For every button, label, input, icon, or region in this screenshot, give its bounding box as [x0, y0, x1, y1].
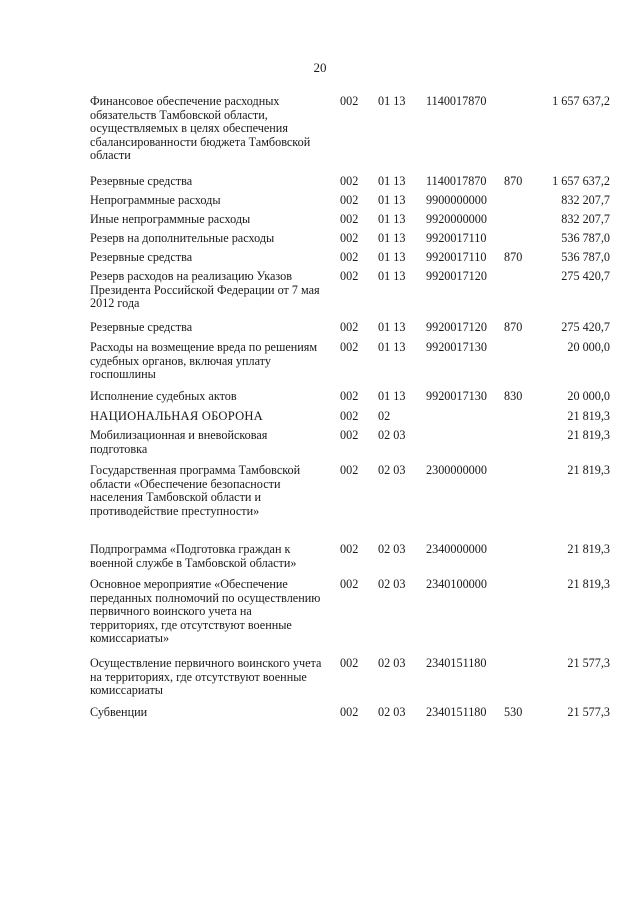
row-ved: 002	[340, 705, 359, 719]
row-amount: 21 819,3	[567, 409, 610, 423]
row-ved: 002	[340, 428, 359, 442]
row-amount: 1 657 637,2	[552, 174, 610, 188]
row-amount: 1 657 637,2	[552, 94, 610, 108]
row-amount: 20 000,0	[567, 340, 610, 354]
row-name: Субвенции	[90, 705, 148, 719]
row-name: Расходы на возмещение вреда по решениям судебных органов, включая уплату госпошлины	[90, 340, 318, 382]
row-csr: 1140017870	[426, 94, 487, 108]
page-number: 20	[313, 60, 327, 75]
row-ved: 002	[340, 269, 359, 283]
table-row	[90, 341, 610, 390]
row-name: Подпрограмма «Подготовка граждан к военной службе в Тамбовской области»	[90, 542, 297, 570]
row-amount: 536 787,0	[561, 231, 610, 245]
table-row	[90, 706, 610, 725]
row-vr	[504, 429, 534, 464]
row-vr: 830	[504, 389, 523, 403]
table-row	[90, 213, 610, 232]
row-rz: 02 03	[378, 577, 406, 591]
row-ved: 002	[340, 193, 359, 207]
row-rz: 02 03	[378, 463, 406, 477]
row-name: Мобилизационная и вневойсковая подготовка	[90, 428, 268, 456]
table-row	[90, 578, 610, 657]
row-name: Осуществление первичного воинского учета на территориях, где отсутствуют военные комиссариаты	[90, 656, 322, 698]
row-rz: 01 13	[378, 174, 406, 188]
row-name: Резервные средства	[90, 250, 193, 264]
row-amount: 20 000,0	[567, 389, 610, 403]
row-name: Резервные средства	[90, 174, 193, 188]
row-csr: 2340100000	[426, 577, 487, 591]
row-name: Финансовое обеспечение расходных обязательств Тамбовской области, осуществляемых в целях обеспечения сбалансированности бюджета Тамбовской области	[90, 94, 311, 163]
row-csr: 2340000000	[426, 542, 487, 556]
row-rz: 01 13	[378, 389, 406, 403]
table-row	[90, 270, 610, 321]
budget-table	[90, 95, 610, 725]
row-csr: 9920017120	[426, 320, 487, 334]
row-amount: 21 819,3	[567, 577, 610, 591]
row-rz: 02 03	[378, 656, 406, 670]
table-row	[90, 95, 610, 175]
row-vr: 870	[504, 250, 523, 264]
table-row	[90, 657, 610, 706]
row-name: НАЦИОНАЛЬНАЯ ОБОРОНА	[90, 409, 263, 423]
row-name: Непрограммные расходы	[90, 193, 221, 207]
row-ved: 002	[340, 320, 359, 334]
row-csr: 9920017120	[426, 269, 487, 283]
row-name: Основное мероприятие «Обеспечение переданных полномочий по осуществлению первичного воинского учета на территориях, где отсутствуют военные комиссариаты»	[90, 577, 321, 646]
row-vr	[504, 578, 534, 657]
table-row	[90, 194, 610, 213]
row-csr: 9900000000	[426, 193, 487, 207]
row-rz: 01 13	[378, 231, 406, 245]
row-ved: 002	[340, 463, 359, 477]
row-amount: 21 577,3	[567, 705, 610, 719]
row-rz: 01 13	[378, 320, 406, 334]
row-rz: 01 13	[378, 250, 406, 264]
row-vr: 870	[504, 320, 523, 334]
row-vr	[504, 194, 534, 213]
row-csr: 9920017110	[426, 231, 487, 245]
row-amount: 21 577,3	[567, 656, 610, 670]
row-csr: 9920000000	[426, 212, 487, 226]
row-amount: 21 819,3	[567, 463, 610, 477]
table-row	[90, 390, 610, 410]
row-vr	[504, 410, 534, 429]
table-row	[90, 251, 610, 270]
row-ved: 002	[340, 250, 359, 264]
row-amount: 275 420,7	[561, 269, 610, 283]
row-rz: 01 13	[378, 340, 406, 354]
row-rz: 02	[378, 409, 391, 423]
table-row	[90, 464, 610, 543]
row-vr	[504, 341, 534, 390]
row-name: Резерв на дополнительные расходы	[90, 231, 275, 245]
row-vr: 870	[504, 174, 523, 188]
row-rz: 01 13	[378, 212, 406, 226]
row-csr: 9920017130	[426, 389, 487, 403]
row-rz: 01 13	[378, 269, 406, 283]
row-amount: 275 420,7	[561, 320, 610, 334]
row-vr	[504, 543, 534, 578]
row-amount: 21 819,3	[567, 428, 610, 442]
row-ved: 002	[340, 174, 359, 188]
row-rz: 02 03	[378, 542, 406, 556]
row-amount: 832 207,7	[561, 212, 610, 226]
table-row	[90, 543, 610, 578]
row-csr	[426, 410, 504, 429]
row-amount: 21 819,3	[567, 542, 610, 556]
row-ved: 002	[340, 212, 359, 226]
row-ved: 002	[340, 542, 359, 556]
row-ved: 002	[340, 389, 359, 403]
row-ved: 002	[340, 94, 359, 108]
row-ved: 002	[340, 577, 359, 591]
row-rz: 02 03	[378, 705, 406, 719]
row-csr: 1140017870	[426, 174, 487, 188]
row-csr: 9920017130	[426, 340, 487, 354]
row-rz: 01 13	[378, 94, 406, 108]
row-name: Государственная программа Тамбовской области «Обеспечение безопасности населения Тамбовской области и противодействие преступности»	[90, 463, 301, 518]
row-csr: 2340151180	[426, 705, 487, 719]
table-row	[90, 232, 610, 251]
row-name: Резерв расходов на реализацию Указов Президента Российской Федерации от 7 мая 2012 года	[90, 269, 320, 311]
row-vr	[504, 232, 534, 251]
row-name: Исполнение судебных актов	[90, 389, 237, 403]
row-csr: 9920017110	[426, 250, 487, 264]
table-row	[90, 175, 610, 194]
row-vr	[504, 213, 534, 232]
table-row	[90, 429, 610, 464]
row-vr	[504, 657, 534, 706]
row-vr	[504, 464, 534, 543]
row-rz: 01 13	[378, 193, 406, 207]
row-name: Резервные средства	[90, 320, 193, 334]
row-ved: 002	[340, 656, 359, 670]
row-vr: 530	[504, 705, 523, 719]
row-amount: 536 787,0	[561, 250, 610, 264]
row-rz: 02 03	[378, 428, 406, 442]
row-name: Иные непрограммные расходы	[90, 212, 251, 226]
row-ved: 002	[340, 340, 359, 354]
row-amount: 832 207,7	[561, 193, 610, 207]
row-vr	[504, 270, 534, 321]
row-csr: 2340151180	[426, 656, 487, 670]
table-row	[90, 410, 610, 429]
row-csr: 2300000000	[426, 463, 487, 477]
row-csr	[426, 429, 504, 464]
row-ved: 002	[340, 231, 359, 245]
row-ved: 002	[340, 409, 359, 423]
table-row	[90, 321, 610, 341]
row-vr	[504, 95, 534, 175]
